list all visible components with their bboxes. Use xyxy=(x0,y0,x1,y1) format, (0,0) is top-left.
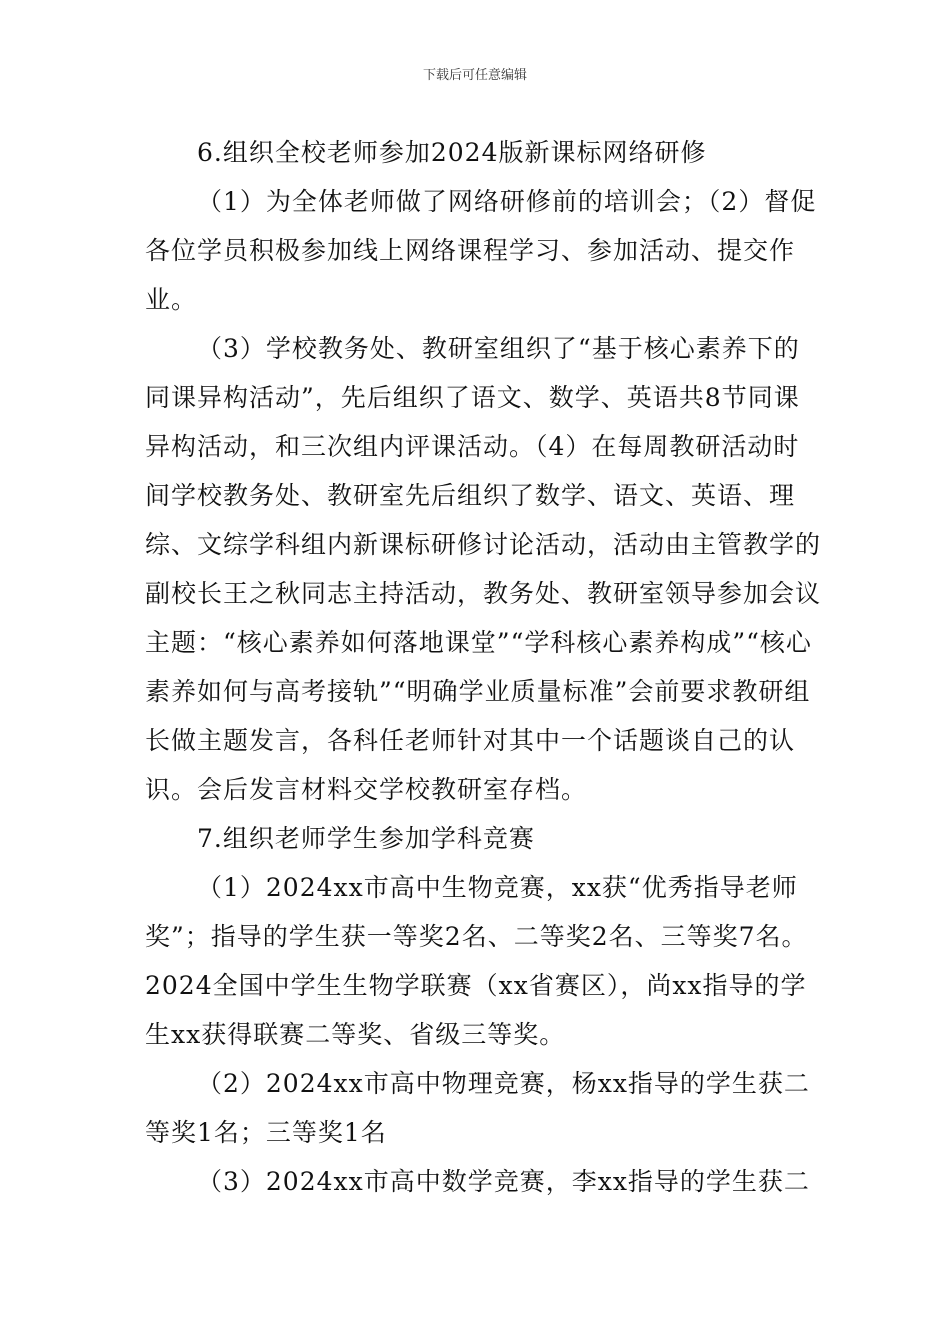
paragraph: （3）学校教务处、教研室组织了“基于核心素养下的同课异构活动”，先后组织了语文、数学、英语共8节同课异构活动，和三次组内评课活动。（4）在每周教研活动时间学校教务处、教研室先后组织了数学、语文、英语、理综、文综学科组内新课标研修讨论活动，活动由主管教学的副校长王之秋同志主持活动，教务处、教研室领导参加会议主题：“核心素养如何落地课堂”“学科核心素养构成”“核心素养如何与高考接轨”“明确学业质量标准”会前要求教研组长做主题发言，各科任老师针对其中一个话题谈自己的认识。会后发言材料交学校教研室存档。 xyxy=(145,334,822,804)
paragraph: （1）为全体老师做了网络研修前的培训会；（2）督促各位学员积极参加线上网络课程学习、参加活动、提交作业。 xyxy=(145,187,817,314)
paragraph: （3）2024xx市高中数学竞赛，李xx指导的学生获二 xyxy=(197,1167,810,1196)
paragraph: （2）2024xx市高中物理竞赛，杨xx指导的学生获二等奖1名；三等奖1名 xyxy=(145,1069,810,1147)
section-heading-7: 7.组织老师学生参加学科竞赛 xyxy=(197,824,535,853)
section-heading-6: 6.组织全校老师参加2024版新课标网络研修 xyxy=(197,138,707,167)
document-body xyxy=(145,128,825,1206)
page-header: 下载后可任意编辑 xyxy=(422,68,527,83)
paragraph: （1）2024xx市高中生物竞赛，xx获“优秀指导老师奖”；指导的学生获一等奖2名、二等奖2名、三等奖7名。2024全国中学生生物学联赛（xx省赛区），尚xx指导的学生xx获得联赛二等奖、省级三等奖。 xyxy=(145,873,808,1049)
